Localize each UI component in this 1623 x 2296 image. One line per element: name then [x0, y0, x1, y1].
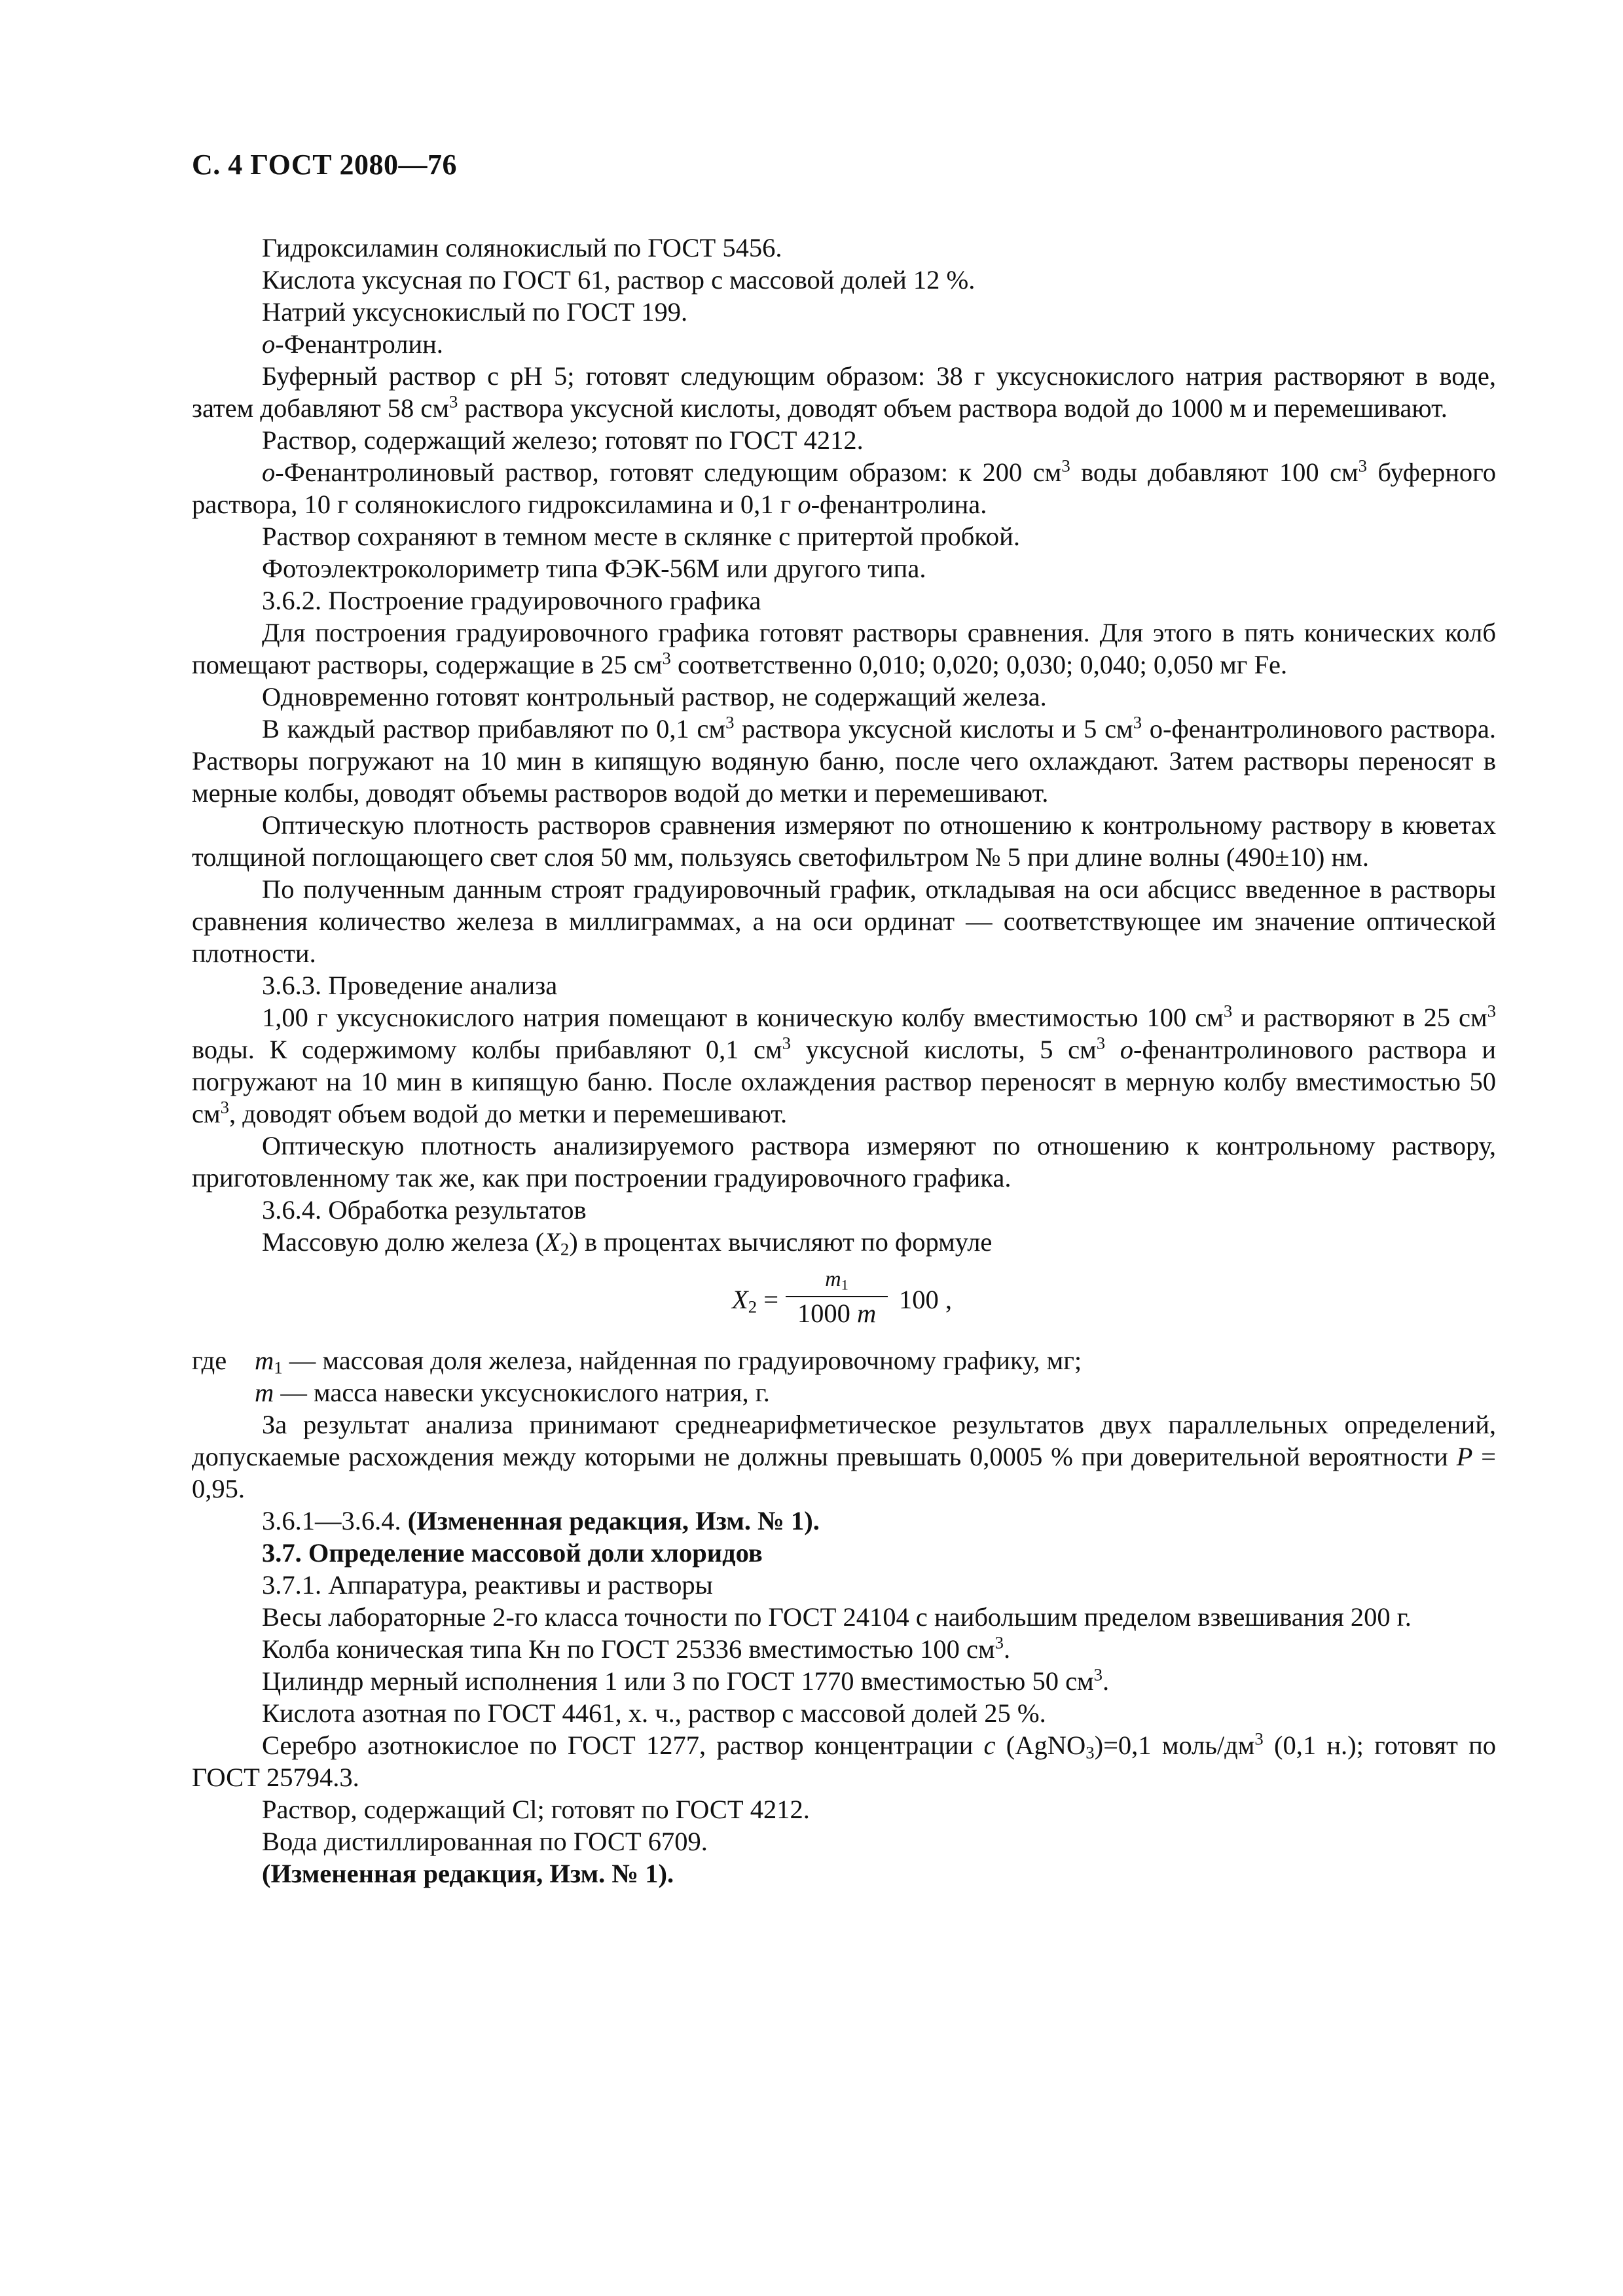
text-run: и растворяют в 25 см — [1232, 1003, 1487, 1032]
paragraph-acetic-acid: Кислота уксусная по ГОСТ 61, раствор с массовой долей 12 %. — [262, 265, 976, 295]
text-run — [1105, 1035, 1120, 1064]
text-run: раствора уксусной кислоты, доводят объем раствора водой до 1000 м и перемешивают. — [458, 393, 1448, 423]
paragraph-revision-2: (Измененная редакция, Изм. № 1). — [262, 1859, 674, 1888]
superscript: 3 — [1487, 1001, 1496, 1021]
subscript: 1 — [841, 1276, 848, 1293]
section-heading-3-6-2: 3.6.2. Построение градуировочного графика — [262, 586, 761, 615]
superscript: 3 — [1096, 1033, 1106, 1053]
italic-prefix: о — [262, 329, 276, 359]
text-run: За результат анализа принимают среднеарифметическое результатов двух параллельных определений, допускаемые расхождения между которыми не должны превышать 0,0005 % при доверительной вероятности — [192, 1410, 1496, 1471]
text-run: = 0,95. — [192, 1442, 1496, 1503]
paragraph-phenanthroline-solution — [192, 456, 1496, 520]
text-run: Цилиндр мерный исполнения 1 или 3 по ГОСТ 1770 вместимостью 50 см — [262, 1666, 1094, 1696]
paragraph-buffer-solution — [192, 360, 1496, 424]
superscript: 3 — [994, 1632, 1004, 1653]
variable: m — [255, 1378, 274, 1407]
paragraph-distilled-water: Вода дистиллированная по ГОСТ 6709. — [262, 1827, 708, 1856]
text-run: 3.6.1—3.6.4. — [262, 1506, 408, 1535]
text-run: -фенантролинового раствора и погружают на 10 мин в кипящую баню. После охлаждения раствор переносят в мерную колбу вместимостью 50 см — [192, 1035, 1497, 1128]
text-run: -Фенантролиновый раствор, готовят следующим образом: к 200 см — [275, 457, 1062, 487]
formula-x2 — [192, 1265, 1496, 1336]
variable: m — [255, 1346, 274, 1375]
superscript: 3 — [220, 1097, 229, 1117]
text-run: . — [1103, 1666, 1110, 1696]
superscript: 3 — [1358, 456, 1368, 476]
fraction-denominator — [786, 1299, 888, 1329]
section-heading-3-6-3: 3.6.3. Проведение анализа — [262, 971, 558, 1000]
paragraph-phenanthroline — [192, 328, 1496, 360]
text-run: раствора уксусной кислоты и 5 см — [734, 714, 1133, 744]
formula-fraction — [786, 1265, 888, 1329]
text-run: уксусной кислоты, 5 см — [791, 1035, 1097, 1064]
superscript: 3 — [1223, 1001, 1233, 1021]
variable: X — [732, 1285, 748, 1314]
variable: c — [983, 1731, 996, 1760]
text-run: Массовую долю железа ( — [262, 1227, 545, 1257]
superscript: 3 — [782, 1033, 792, 1053]
italic-text: о — [797, 490, 811, 519]
text-run: Для построения градуировочного графика готовят растворы сравнения. Для этого в пять конических колб помещают растворы, содержащие в 25 см — [192, 618, 1496, 679]
paragraph-calibration — [192, 617, 1496, 681]
text-run: -фенантролина. — [811, 490, 987, 519]
superscript: 3 — [449, 391, 458, 412]
text-run: Буферный раствор с pH 5; готовят следующим образом: 38 г уксуснокислого натрия растворяют в воде, затем добавляют 58 см — [192, 361, 1496, 423]
text-run: 1,00 г уксуснокислого натрия помещают в коническую колбу вместимостью 100 см — [262, 1003, 1224, 1032]
section-heading-3-7-1: 3.7.1. Аппаратура, реактивы и растворы — [262, 1570, 713, 1600]
superscript: 3 — [1061, 456, 1070, 476]
text-run: , доводят объем водой до метки и перемешивают. — [228, 1099, 788, 1128]
subscript: 1 — [274, 1357, 283, 1378]
text-run: о-фенантролинового раствора. Растворы погружают на 10 мин в кипящую водяную баню, после чего охлаждают. Затем растворы переносят в мерные колбы, доводят объемы растворов водой до метки и перемешивают. — [192, 714, 1496, 808]
variable: P — [1456, 1442, 1473, 1471]
text-run: соответственно 0,010; 0,020; 0,030; 0,040; 0,050 мг Fe. — [670, 650, 1288, 679]
paragraph-flask — [192, 1633, 1496, 1665]
paragraph-analysis — [192, 1001, 1496, 1130]
paragraph-optical-density: Оптическую плотность растворов сравнения измеряют по отношению к контрольному раствору в кюветах толщиной поглощающего свет слоя 50 мм, пользуясь светофильтром № 5 при длине волны (490±10) нм. — [192, 810, 1496, 872]
superscript: 3 — [1133, 712, 1142, 732]
fraction-numerator — [786, 1265, 888, 1295]
paragraph-storage: Раствор сохраняют в темном месте в склянке с притертой пробкой. — [262, 522, 1020, 551]
paragraph-silver-nitrate — [192, 1729, 1496, 1793]
text-run: буферного раствора, 10 г солянокислого гидроксиламина и 0,1 г — [192, 457, 1496, 519]
paragraph-chloride-solution: Раствор, содержащий Cl; готовят по ГОСТ 4212. — [262, 1795, 810, 1824]
text-run: . — [1004, 1634, 1011, 1664]
section-heading-3-7: 3.7. Определение массовой доли хлоридов — [262, 1538, 763, 1568]
paragraph-nitric-acid: Кислота азотная по ГОСТ 4461, х. ч., раствор с массовой долей 25 %. — [262, 1698, 1046, 1728]
paragraph-photocolorimeter: Фотоэлектроколориметр типа ФЭК-56М или другого типа. — [262, 554, 926, 583]
subscript: 2 — [748, 1297, 757, 1317]
text-run: Колба коническая типа Кн по ГОСТ 25336 вместимостью 100 см — [262, 1634, 995, 1664]
text-run: Серебро азотнокислое по ГОСТ 1277, раствор концентрации — [262, 1731, 984, 1760]
paragraph-revision-1 — [192, 1505, 1496, 1537]
where-lead: где — [192, 1346, 227, 1375]
paragraph-sodium-acetate: Натрий уксуснокислый по ГОСТ 199. — [262, 297, 688, 327]
text-run: -Фенантролин. — [275, 329, 443, 359]
superscript: 3 — [725, 712, 735, 732]
fraction-bar — [786, 1296, 888, 1297]
section-heading-3-6-4: 3.6.4. Обработка результатов — [262, 1195, 587, 1225]
text-run: воды добавляют 100 см — [1070, 457, 1359, 487]
superscript: 3 — [1093, 1664, 1103, 1685]
text-run: (0,1 н.); готовят по ГОСТ 25794.3. — [192, 1731, 1496, 1792]
superscript: 3 — [662, 648, 671, 668]
text-run: В каждый раствор прибавляют по 0,1 см — [262, 714, 726, 744]
paragraph-cylinder — [192, 1665, 1496, 1697]
paragraph-iron-solution: Раствор, содержащий железо; готовят по ГОСТ 4212. — [262, 425, 864, 455]
superscript: 3 — [1254, 1729, 1264, 1749]
subscript: 2 — [560, 1239, 570, 1259]
formula-rhs: 100 , — [899, 1285, 952, 1314]
text-run: )=0,1 моль/дм — [1094, 1731, 1255, 1760]
equals-sign: = — [757, 1285, 779, 1314]
text-run: — масса навески уксуснокислого натрия, г. — [274, 1378, 770, 1407]
text-run: 1000 — [797, 1299, 857, 1328]
italic-text: о — [1120, 1035, 1133, 1064]
text-run: — массовая доля железа, найденная по градуировочному графику, мг; — [282, 1346, 1082, 1375]
paragraph-each-solution — [192, 713, 1496, 809]
text-run: (AgNO — [995, 1731, 1086, 1760]
paragraph-hydroxylamine: Гидроксиламин солянокислый по ГОСТ 5456. — [262, 233, 782, 262]
variable: m — [825, 1267, 841, 1291]
paragraph-result — [192, 1408, 1496, 1505]
text-run: ) в процентах вычисляют по формуле — [569, 1227, 993, 1257]
paragraph-mass-share — [192, 1226, 1496, 1258]
paragraph-scales: Весы лабораторные 2-го класса точности по ГОСТ 24104 с наибольшим пределом взвешивания 200 г. — [262, 1602, 1412, 1632]
paragraph-optical-density-sample: Оптическую плотность анализируемого раствора измеряют по отношению к контрольному раствору, приготовленному так же, как при построении градуировочного графика. — [192, 1131, 1496, 1193]
where-row-m1 — [192, 1344, 1496, 1376]
text-run: воды. К содержимому колбы прибавляют 0,1 см — [192, 1035, 782, 1064]
subscript: 3 — [1085, 1742, 1095, 1763]
page-header: С. 4 ГОСТ 2080—76 — [192, 149, 458, 181]
paragraph-control-solution: Одновременно готовят контрольный раствор, не содержащий железа. — [262, 682, 1047, 711]
italic-prefix: о — [262, 457, 276, 487]
revision-note: (Измененная редакция, Изм. № 1). — [407, 1506, 820, 1535]
variable: X — [544, 1227, 560, 1257]
formula-lhs — [732, 1284, 778, 1315]
variable: m — [856, 1299, 877, 1328]
where-row-m — [192, 1376, 1496, 1408]
paragraph-graph: По полученным данным строят градуировочный график, откладывая на оси абсцисс введенное в растворы сравнения количество железа в миллиграммах, а на оси ординат — соответствующее им значение оптической плотности. — [192, 874, 1496, 968]
document-page — [192, 145, 1496, 1890]
